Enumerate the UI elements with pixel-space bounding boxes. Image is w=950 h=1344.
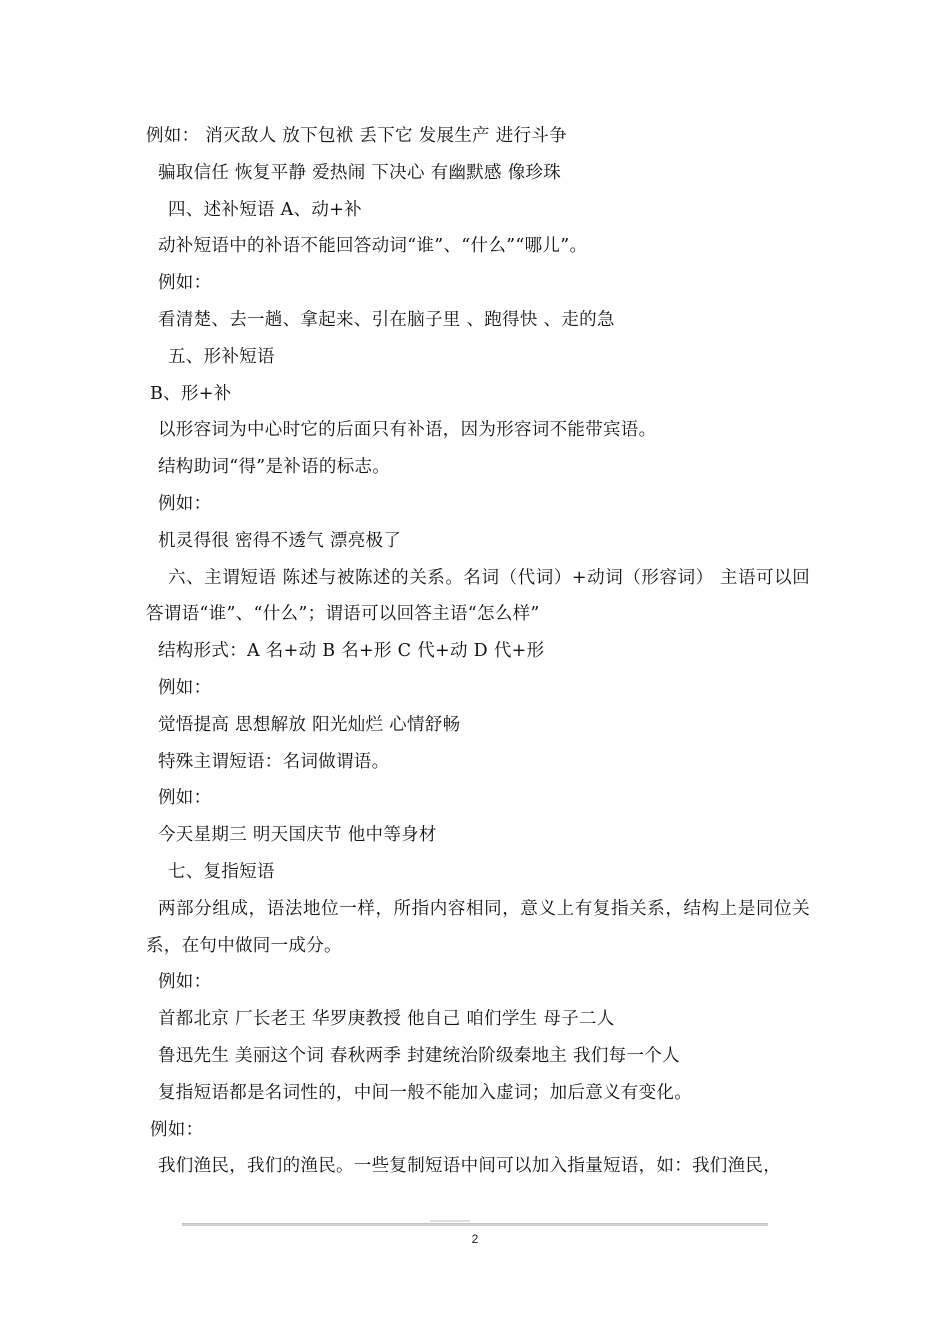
section-heading: 四、述补短语 A、动+补 xyxy=(168,199,362,220)
text-line: 例如： xyxy=(158,788,212,809)
text-line: 我们渔民，我们的渔民。一些复制短语中间可以加入指量短语，如：我们渔民， xyxy=(158,1156,781,1177)
footer-divider-highlight xyxy=(430,1220,470,1222)
text-line: 动补短语中的补语不能回答动词“谁”、“什么”“哪儿”。 xyxy=(158,236,588,257)
text-line: 例如： xyxy=(150,1119,204,1140)
text-line: 特殊主谓短语：名词做谓语。 xyxy=(158,751,390,772)
text-line: 结构助词“得”是补语的标志。 xyxy=(158,457,391,478)
section-heading: 七、复指短语 xyxy=(168,861,275,882)
text-line: 例如： xyxy=(158,677,212,698)
text-line: 首都北京 厂长老王 华罗庚教授 他自己 咱们学生 母子二人 xyxy=(158,1009,615,1030)
section-heading: 五、形补短语 xyxy=(168,346,275,367)
text-line: 骗取信任 恢复平静 爱热闹 下决心 有幽默感 像珍珠 xyxy=(158,162,562,183)
text-line: 鲁迅先生 美丽这个词 春秋两季 封建统治阶级秦地主 我们每一个人 xyxy=(158,1045,680,1066)
text-line: 机灵得很 密得不透气 漂亮极了 xyxy=(158,530,402,551)
section-heading-paragraph: 六、主谓短语 陈述与被陈述的关系。名词（代词）+动词（形容词） 主语可以回答谓语“谁”、“什么”；谓语可以回答主语“怎么样” xyxy=(146,567,810,625)
text-line: 今天星期三 明天国庆节 他中等身材 xyxy=(158,825,437,846)
footer-divider xyxy=(182,1223,768,1226)
text-line: 以形容词为中心时它的后面只有补语，因为形容词不能带宾语。 xyxy=(158,420,657,441)
document-body xyxy=(146,118,810,1185)
text-line: B、形+补 xyxy=(150,383,232,404)
text-line: 例如： xyxy=(158,972,212,993)
text-line: 结构形式：A 名+动 B 名+形 C 代+动 D 代+形 xyxy=(158,641,545,662)
text-line: 觉悟提高 思想解放 阳光灿烂 心情舒畅 xyxy=(158,714,461,735)
text-line: 复指短语都是名词性的，中间一般不能加入虚词；加后意义有变化。 xyxy=(158,1082,692,1103)
text-line: 例如： xyxy=(158,493,212,514)
text-line: 看清楚、去一趟、拿起来、引在脑子里 、跑得快 、走的急 xyxy=(158,309,615,330)
page-number: 2 xyxy=(471,1232,479,1246)
paragraph: 两部分组成，语法地位一样，所指内容相同，意义上有复指关系，结构上是同位关系，在句中做同一成分。 xyxy=(146,898,810,956)
text-line: 例如： 消灭敌人 放下包袱 丢下它 发展生产 进行斗争 xyxy=(146,126,567,146)
text-line: 例如： xyxy=(158,273,212,294)
